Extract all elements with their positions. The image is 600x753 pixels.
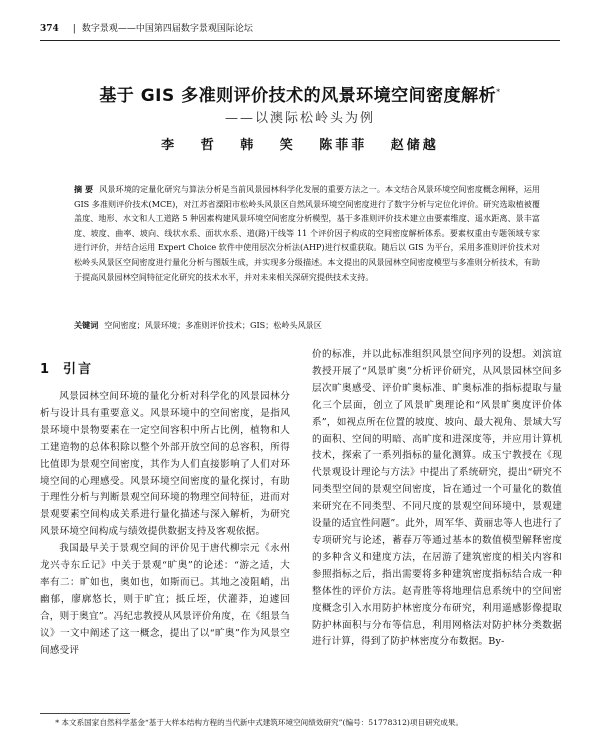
section-heading xyxy=(40,358,290,377)
paper-title xyxy=(40,81,560,106)
left-column xyxy=(40,389,290,660)
keywords-text: 空间密度；风景环境；多准则评价技术；GIS；松岭头风景区 xyxy=(104,320,322,330)
section-title: 引言 xyxy=(63,362,94,377)
keywords xyxy=(74,318,540,332)
body-paragraph: 价的标准，并以此标准组织风景空间序列的设想。刘滨谊教授开展了“风景旷奥”分析评价研究，从风景园林空间多层次旷奥感受、评价旷奥标准、旷奥标准的指标提取与量化三个层面，创立了风景旷奥理论和“风景旷奥度评价体系”，如视点所在位置的坡度、坡向、最大视角、景域大写的面积、空间的明暗、高旷度和进深度等，并应用计算机技术，探索了一系列指标的量化测算。成玉宁教授在《现代景观设计理论与方法》中提出了系统研究，提出“研究不同类型空间的景观空间密度，旨在通过一个可量化的数值来研究在不同类型、不同尺度的景观空间环境中，景观建设量的适宜性问题”。此外，周军华、黄丽忠等人也进行了专项研究与论述，蓄春万等通过基本的数值模型解释密度的多种含义和建度方法，在居游了建筑密度的相关内容和参照指标之后，指出需要将多种建筑密度指标结合成一种整体性的评价方法。赵青胜等将地理信息系统中的空间密度概念引入水用防护林密度分布研究，利用遥感影像提取防护林面积与分布等信息，利用网格法对防护林分类数据进行计算，得到了防护林密度分布数据。By- xyxy=(312,349,562,648)
running-header xyxy=(40,20,560,38)
series-title: 数字景观——中国第四届数字景观国际论坛 xyxy=(81,24,253,34)
section-number: 1 xyxy=(40,362,52,377)
footnote-rule xyxy=(40,713,130,714)
footnote: * 本文系国家自然科学基金“基于大样本结构方程的当代新中式建筑环境空间绩效研究”(编号：51778312)项目研究成果。 xyxy=(55,718,464,727)
abstract-text: 风景环境的定量化研究与算法分析是当前风景园林科学化发展的重要方法之一。本文结合风景环境空间密度概念阐释，运用 GIS 多准则评价技术(MCE)，对江苏省溧阳市松岭头风景区自然风景环境空间密度进行了数字分析与定位化评价。研究选取植被覆盖度、地形、水文和人工道路 5 种因素构建风景环境空间密度分析模型，基于多准则评价技术建立由要素维度、遥水距离、景丰富度、坡度、曲率、坡向、线状水系、面状水系、道(路)干线等 11 个评价因子构成的空间密度解析体系。要素权重由专题领域专家进行评价，并结合运用 Expert Choice 软件中使用层次分析法(AHP)进行权重获取。随后以 GIS 为平台，采用多准则评价技术对松岭头风景区空间密度进行量化分析与图版生成，并实现多分级描述。本文提出的风景园林空间密度模型与多准则分析技术，有助于提高风景园林空间特征定化研究的技术水平，并对未来相关深研究提供技术支持。 xyxy=(74,184,540,282)
abstract xyxy=(74,182,540,284)
author-list: 李 哲 韩 笑 陈菲菲 赵储越 xyxy=(161,138,439,153)
paper-subtitle: ——以澳际松岭头为例 xyxy=(224,111,375,126)
page-number: 374 xyxy=(40,24,59,34)
body-paragraph: 我国最早关于景观空间的评价见于唐代柳宗元《永州龙兴寺东丘记》中关于景观“旷奥”的论述：“游之适，大率有二：旷如也，奥如也，如斯而已。其地之凌阻峭，出幽郁，廖廓悠长，则于旷宜；抵丘垤，伏灌莽，迫遽回合，则于奥宜”。冯纪忠教授从风景评价角度，在《组景刍议》一文中阐述了这一概念，提出了以“旷奥”作为风景空间感受评 xyxy=(40,543,290,656)
header-separator: | xyxy=(72,24,76,34)
body-paragraph: 风景园林空间环境的量化分析对科学化的风景园林分析与设计具有重要意义。风景环境中的空间密度，是指风景环境中景物要素在一定空间容积中所占比例，植物和人工建造物的总体积除以整个外部开放空间的总容积，所得比值即为景观空间密度，其作为人们直接影响了人们对环境空间的心理感受。风景环境空间密度的量化探讨，有助于理性分析与判断景观空间环境的物理空间特征，进而对景观要素空间构成关系进行量化描述与深入解析，为研究风景环境空间构成与绩效提供数据支持及客观依据。 xyxy=(40,391,290,538)
right-column xyxy=(312,347,562,651)
paper-title-text: 基于 GIS 多准则评价技术的风景环境空间密度解析 xyxy=(99,86,497,106)
header-rule xyxy=(40,40,560,41)
abstract-label: 摘 要 xyxy=(74,184,94,194)
title-footnote-mark: * xyxy=(496,87,501,97)
keywords-label: 关键词 xyxy=(74,320,99,330)
